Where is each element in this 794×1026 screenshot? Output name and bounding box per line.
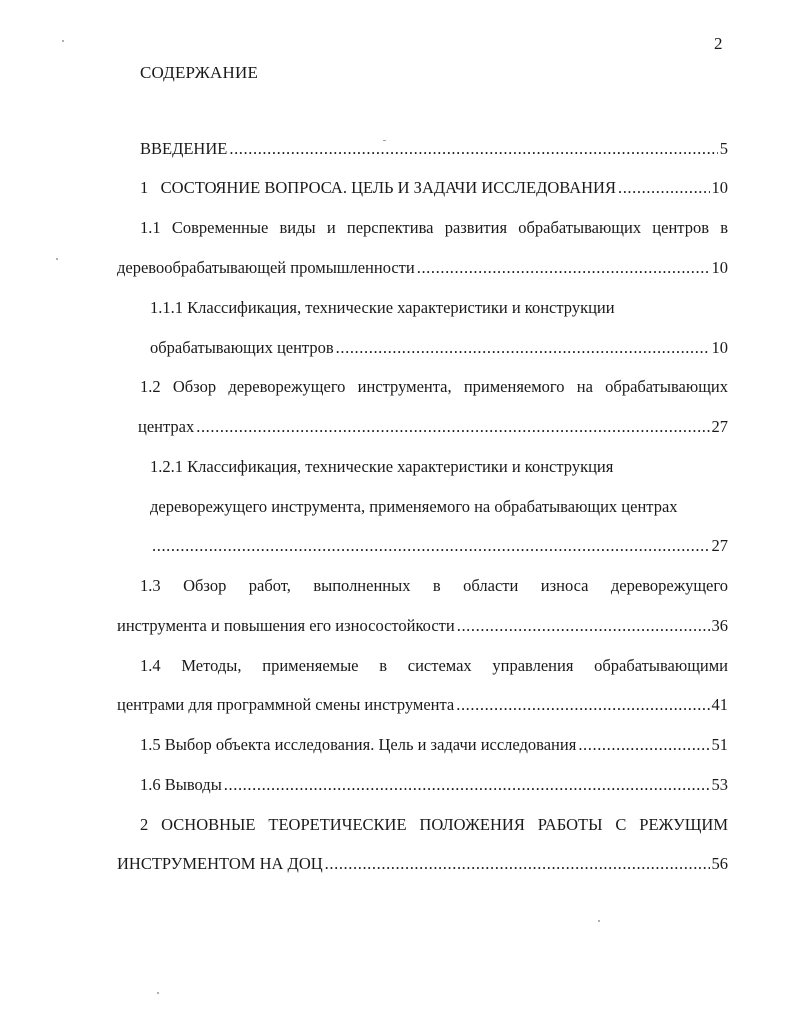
- dot-leader: [224, 773, 710, 797]
- toc-entry-1-3-line2[interactable]: [117, 614, 728, 638]
- dot-leader: [618, 176, 710, 200]
- toc-heading: СОДЕРЖАНИЕ: [140, 63, 259, 82]
- dot-leader: [152, 534, 710, 558]
- toc-entry-1-1-1-line2[interactable]: [150, 336, 728, 360]
- toc-entry-title: 1.5 Выбор объекта исследования. Цель и задачи исследования: [140, 735, 577, 754]
- toc-entry-1-1-1-line1[interactable]: 1.1.1 Классификация, технические характеристики и конструкции: [150, 298, 615, 317]
- toc-entry-page: 51: [711, 735, 728, 754]
- toc-entry-title: 1 СОСТОЯНИЕ ВОПРОСА. ЦЕЛЬ И ЗАДАЧИ ИССЛЕДОВАНИЯ: [140, 178, 616, 197]
- toc-entry-1-1-line1[interactable]: 1.1 Современные виды и перспектива развития обрабатывающих центров в: [140, 218, 728, 237]
- toc-entry-chapter-2-line2[interactable]: [117, 852, 728, 876]
- toc-entry-title: центрами для программной смены инструмента: [117, 695, 455, 714]
- toc-entry-page: 5: [719, 139, 728, 158]
- toc-entry-title: ВВЕДЕНИЕ: [140, 139, 228, 158]
- toc-entry-title: ИНСТРУМЕНТОМ НА ДОЦ: [117, 854, 323, 873]
- toc-entry-1-2-1-line1[interactable]: 1.2.1 Классификация, технические характеристики и конструкция: [150, 457, 614, 476]
- toc-entry-intro[interactable]: [140, 137, 728, 161]
- toc-entry-page: 36: [711, 616, 728, 635]
- page-number: 2: [714, 34, 723, 53]
- toc-entry-1-1-line2[interactable]: [117, 256, 728, 280]
- dot-leader: [325, 852, 710, 876]
- dot-leader: [456, 693, 709, 717]
- toc-entry-title: центрах: [138, 417, 195, 436]
- toc-entry-title: 1.6 Выводы: [140, 775, 222, 794]
- toc-entry-page: 41: [711, 695, 728, 714]
- toc-entry-1-4-line1[interactable]: 1.4 Методы, применяемые в системах управления обрабатывающими: [140, 656, 728, 675]
- toc-entry-page: 53: [711, 775, 728, 794]
- toc-entry-1-6[interactable]: [140, 773, 728, 797]
- toc-entry-page: 56: [711, 854, 728, 873]
- dot-leader: [196, 415, 709, 439]
- dot-leader: [578, 733, 709, 757]
- toc-entry-page: 27: [711, 536, 728, 555]
- toc-entry-page: 10: [711, 338, 728, 357]
- dot-leader: [457, 614, 710, 638]
- toc-entry-title: обрабатывающих центров: [150, 338, 334, 357]
- dot-leader: [229, 137, 717, 161]
- toc-entry-chapter-1[interactable]: [140, 176, 728, 200]
- toc-entry-1-5[interactable]: [140, 733, 728, 757]
- toc-entry-page: 27: [711, 417, 728, 436]
- toc-entry-page: 10: [711, 178, 728, 197]
- toc-entry-title: инструмента и повышения его износостойкости: [117, 616, 455, 635]
- toc-entry-1-4-line2[interactable]: [117, 693, 728, 717]
- toc-entry-page: 10: [711, 258, 728, 277]
- toc-entry-1-2-1-line3[interactable]: [150, 534, 728, 558]
- dot-leader: [336, 336, 710, 360]
- dot-leader: [417, 256, 710, 280]
- toc-entry-1-2-1-line2[interactable]: дереворежущего инструмента, применяемого на обрабатывающих центрах: [150, 497, 678, 516]
- toc-entry-1-2-line2[interactable]: [138, 415, 728, 439]
- toc-entry-1-3-line1[interactable]: 1.3 Обзор работ, выполненных в области износа дереворежущего: [140, 576, 728, 595]
- toc-entry-chapter-2-line1[interactable]: 2 ОСНОВНЫЕ ТЕОРЕТИЧЕСКИЕ ПОЛОЖЕНИЯ РАБОТЫ С РЕЖУЩИМ: [140, 815, 728, 834]
- toc-entry-1-2-line1[interactable]: 1.2 Обзор дереворежущего инструмента, применяемого на обрабатывающих: [140, 377, 728, 396]
- toc-entry-title: деревообрабатывающей промышленности: [117, 258, 415, 277]
